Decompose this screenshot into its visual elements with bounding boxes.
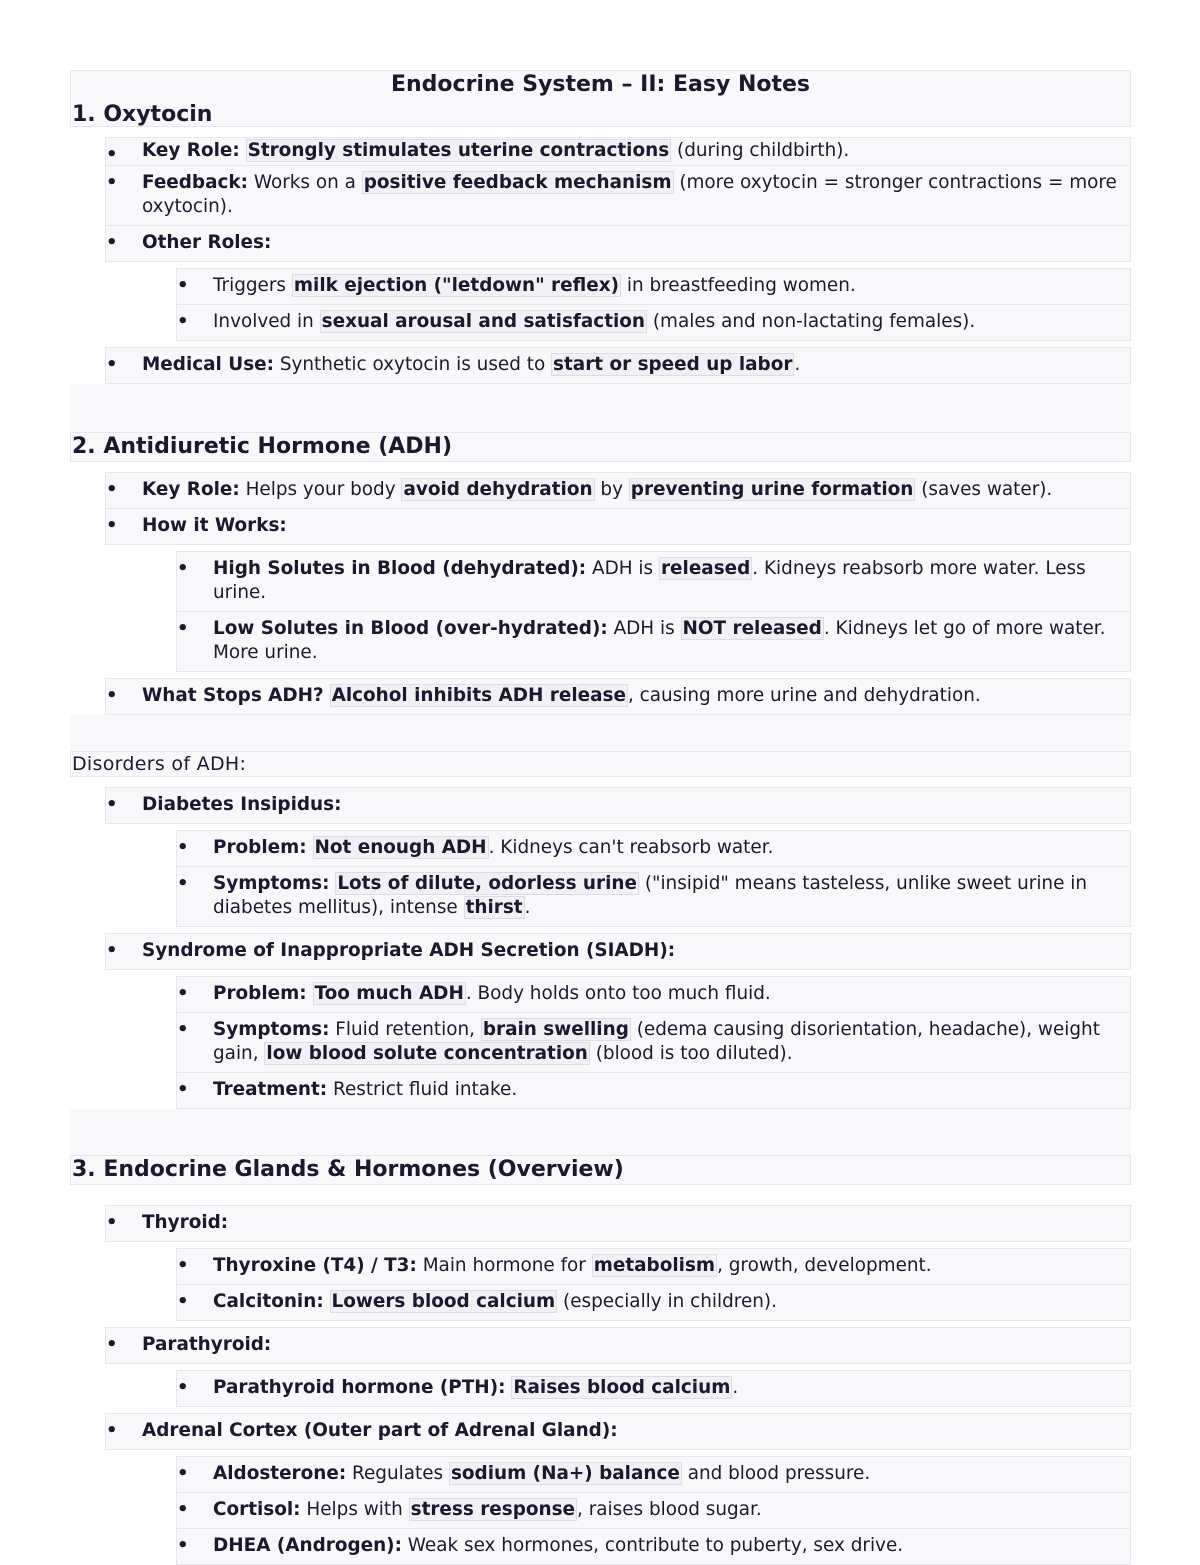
list-item: • Triggers milk ejection ("letdown" reflex) in breastfeeding women. [176, 268, 1131, 305]
disorders-heading: Disorders of ADH: [70, 751, 1131, 777]
section-heading-glands: 3. Endocrine Glands & Hormones (Overview) [70, 1155, 1131, 1185]
siadh-list [70, 933, 1131, 970]
list-item: • Low Solutes in Blood (over-hydrated): ADH is NOT released . Kidneys let go of more water. More urine. [176, 612, 1131, 672]
list-item: • Problem: Too much ADH . Body holds onto too much fluid. [176, 976, 1131, 1013]
thyroid-list [70, 1205, 1131, 1242]
list-item: • Adrenal Cortex (Outer part of Adrenal Gland): [105, 1413, 1131, 1450]
list-item: • Key Role: Helps your body avoid dehydration by preventing urine formation (saves water). [105, 472, 1131, 509]
list-item: • Problem: Not enough ADH . Kidneys can't reabsorb water. [176, 830, 1131, 867]
list-item: • How it Works: [105, 509, 1131, 545]
section-spacer [70, 715, 1131, 751]
list-item: • Feedback: Works on a positive feedback mechanism (more oxytocin = stronger contractions = more oxytocin). [105, 166, 1131, 226]
parathyroid-list [70, 1327, 1131, 1364]
oxytocin-other-roles-list [70, 268, 1131, 341]
page-title: Endocrine System – II: Easy Notes [390, 72, 811, 97]
adh-list [70, 472, 1131, 545]
list-item: • Symptoms: Fluid retention, brain swelling (edema causing disorientation, headache), weight gain, low blood solute concentration (blood is too diluted). [176, 1013, 1131, 1073]
section-spacer [70, 384, 1131, 432]
list-item: • Parathyroid hormone (PTH): Raises blood calcium . [176, 1370, 1131, 1407]
parathyroid-sublist [70, 1370, 1131, 1407]
list-item: • Involved in sexual arousal and satisfaction (males and non-lactating females). [176, 305, 1131, 341]
list-item: • DHEA (Androgen): Weak sex hormones, contribute to puberty, sex drive. [176, 1529, 1131, 1565]
list-item: • Diabetes Insipidus: [105, 787, 1131, 824]
list-item: • Thyroxine (T4) / T3: Main hormone for metabolism , growth, development. [176, 1248, 1131, 1285]
adh-how-list [70, 551, 1131, 672]
thyroid-sublist [70, 1248, 1131, 1321]
list-item: • Medical Use: Synthetic oxytocin is used to start or speed up labor . [105, 347, 1131, 384]
section-spacer [70, 1109, 1131, 1155]
adh-stop-list [70, 678, 1131, 715]
adrenal-sublist [70, 1456, 1131, 1565]
list-item: • Treatment: Restrict fluid intake. [176, 1073, 1131, 1109]
list-item: • Key Role: Strongly stimulates uterine contractions (during childbirth). [105, 137, 1131, 166]
list-item: • What Stops ADH? Alcohol inhibits ADH release , causing more urine and dehydration. [105, 678, 1131, 715]
diabetes-insipidus-sublist [70, 830, 1131, 927]
list-item: • High Solutes in Blood (dehydrated): ADH is released . Kidneys reabsorb more water. Less urine. [176, 551, 1131, 612]
section-heading-adh: 2. Antidiuretic Hormone (ADH) [70, 432, 1131, 462]
diabetes-insipidus-list [70, 787, 1131, 824]
list-item: • Aldosterone: Regulates sodium (Na+) balance and blood pressure. [176, 1456, 1131, 1493]
title-block [70, 70, 1131, 127]
list-item: • Cortisol: Helps with stress response , raises blood sugar. [176, 1493, 1131, 1529]
list-item: • Symptoms: Lots of dilute, odorless urine ("insipid" means tasteless, unlike sweet urine in diabetes mellitus), intense thirst . [176, 867, 1131, 927]
list-item: • Parathyroid: [105, 1327, 1131, 1364]
list-item: • Calcitonin: Lowers blood calcium (especially in children). [176, 1285, 1131, 1321]
list-item: • Other Roles: [105, 226, 1131, 262]
oxytocin-list [70, 137, 1131, 262]
list-item: • Thyroid: [105, 1205, 1131, 1242]
adrenal-list [70, 1413, 1131, 1450]
document-page [70, 70, 1131, 1565]
oxytocin-medical-list [70, 347, 1131, 384]
list-item: • Syndrome of Inappropriate ADH Secretion (SIADH): [105, 933, 1131, 970]
siadh-sublist [70, 976, 1131, 1109]
section-heading-oxytocin: 1. Oxytocin [72, 102, 213, 127]
